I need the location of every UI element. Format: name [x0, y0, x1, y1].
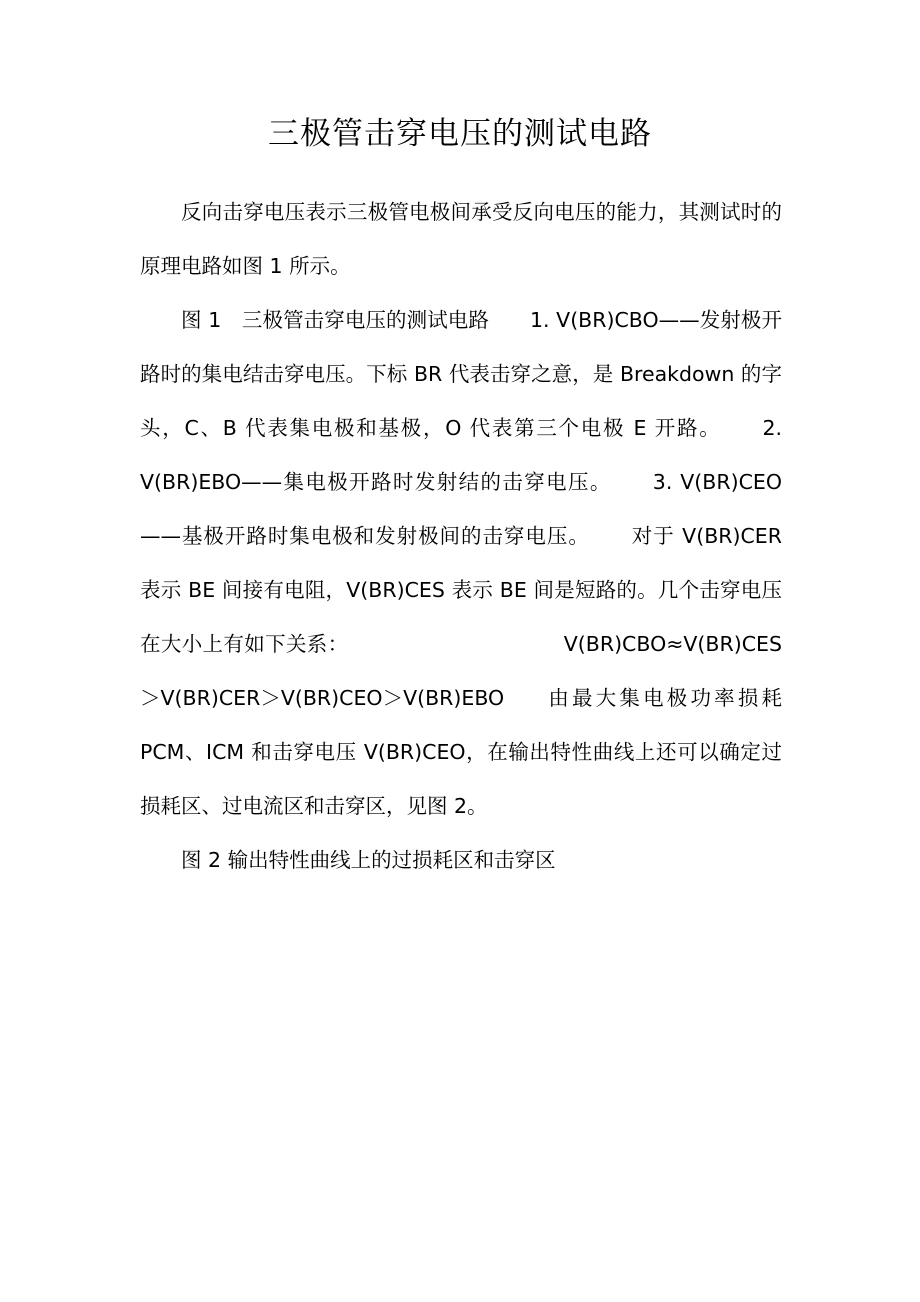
cer-ces-text: 对于 V(BR)CER 表示 BE 间接有电阻，V(BR)CES 表示 BE 间是短路的。几个击穿电压在大小上有如下关系：	[140, 524, 783, 656]
main-paragraph	[140, 293, 782, 833]
intro-paragraph	[140, 185, 782, 293]
item-3-text: 3. V(BR)CEO——基极开路时集电极和发射极间的击穿电压。	[140, 470, 782, 548]
voltage-relation: V(BR)CBO≈V(BR)CES＞V(BR)CER＞V(BR)CEO＞V(BR)EBO	[140, 632, 782, 710]
item-2-text: 2. V(BR)EBO——集电极开路时发射结的击穿电压。	[140, 416, 782, 494]
intro-text: 反向击穿电压表示三极管电极间承受反向电压的能力，其测试时的原理电路如图 1 所示。	[140, 200, 782, 278]
figure-2-caption: 图 2 输出特性曲线上的过损耗区和击穿区	[181, 848, 556, 872]
regions-text: 由最大集电极功率损耗 PCM、ICM 和击穿电压 V(BR)CEO，在输出特性曲线上还可以确定过损耗区、过电流区和击穿区，见图 2。	[140, 686, 782, 818]
item-1-text: 1. V(BR)CBO——发射极开路时的集电结击穿电压。下标 BR 代表击穿之意，是 Breakdown 的字头，C、B 代表集电极和基极，O 代表第三个电极 E 开路。	[140, 308, 783, 440]
figure-2-paragraph	[140, 833, 782, 887]
document-title: 三极管击穿电压的测试电路	[268, 116, 652, 152]
document-body	[140, 185, 782, 887]
figure-1-caption: 图 1 三极管击穿电压的测试电路	[181, 308, 489, 332]
